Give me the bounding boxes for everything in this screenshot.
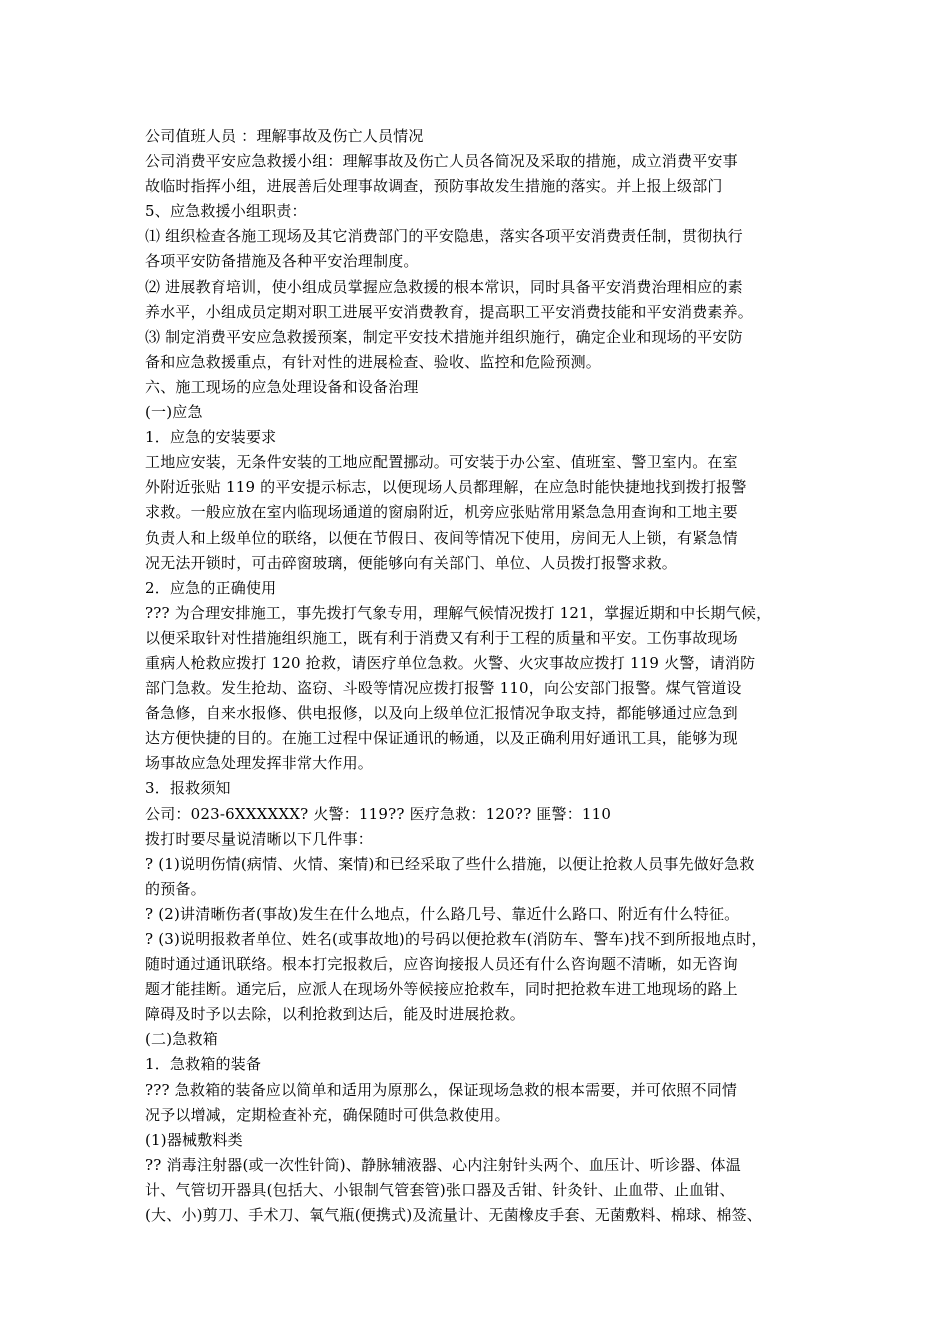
- subsection-heading: (二)急救箱: [145, 1030, 218, 1049]
- text-line: 求救。一般应放在室内临现场通道的窗扇附近，机旁应张贴常用紧急急用查询和工地主要: [145, 503, 738, 522]
- text-line: 备和应急救援重点，有针对性的进展检查、验收、监控和危险预测。: [145, 352, 602, 371]
- text-line: 公司：023-6XXXXXX? 火警：119?? 医疗急救：120?? 匪警：110: [145, 804, 612, 823]
- section-heading: 六、施工现场的应急处理设备和设备治理: [145, 377, 419, 396]
- text-line: 题才能挂断。通完后，应派人在现场外等候接应抢救车，同时把抢救车进工地现场的路上: [145, 980, 738, 999]
- text-line: 备急修，自来水报修、供电报修，以及向上级单位汇报情况争取支持，都能够通过应急到: [145, 704, 738, 723]
- text-line: 重病人枪救应拨打 120 抢救，请医疗单位急救。火警、火灾事故应拨打 119 火警，请消防: [145, 653, 756, 672]
- subsection-heading: 3．报救须知: [145, 779, 231, 798]
- text-line: ⑵ 进展教育培训，使小组成员掌握应急救援的根本常识，同时具备平安消费治理相应的素: [145, 277, 743, 296]
- text-line: ?? 消毒注射器(或一次性针筒)、静脉辅液器、心内注射针头两个、血压计、听诊器、体温: [145, 1155, 741, 1174]
- text-line: (大、小)剪刀、手术刀、氧气瓶(便携式)及流量计、无菌橡皮手套、无菌敷料、棉球、棉签、: [145, 1206, 763, 1225]
- text-line: 的预备。: [145, 879, 206, 898]
- text-line: 公司消费平安应急救援小组：理解事故及伤亡人员各简况及采取的措施，成立消费平安事: [145, 152, 738, 171]
- text-line: 故临时指挥小组，进展善后处理事故调查，预防事故发生措施的落实。并上报上级部门: [145, 177, 723, 196]
- text-line: 随时通过通讯联络。根本打完报救后，应咨询接报人员还有什么咨询题不清晰，如无咨询: [145, 955, 738, 974]
- text-line: ? (3)说明报救者单位、姓名(或事故地)的号码以便抢救车(消防车、警车)找不到所报地点时，: [145, 930, 767, 948]
- text-line: 场事故应急处理发挥非常大作用。: [145, 754, 374, 773]
- text-line: ? (1)说明伤情(病情、火情、案情)和已经采取了些什么措施，以便让抢救人员事先做好急救: [145, 854, 755, 873]
- text-line: 达方便快捷的目的。在施工过程中保证通讯的畅通，以及正确利用好通讯工具，能够为现: [145, 729, 738, 748]
- text-line: ??? 为合理安排施工，事先拨打气象专用，理解气候情况拨打 121，掌握近期和中长期气候，: [145, 603, 772, 622]
- text-line: 外附近张贴 119 的平安提示标志，以便现场人员都理解，在应急时能快捷地找到拨打报警: [145, 478, 747, 497]
- text-line: 况无法开锁时，可击碎窗玻璃，便能够向有关部门、单位、人员拨打报警求救。: [145, 553, 678, 572]
- text-line: 障碍及时予以去除，以利抢救到达后，能及时进展抢救。: [145, 1005, 526, 1024]
- section-heading: 5、应急救援小组职责：: [145, 202, 307, 221]
- text-line: ⑴ 组织检查各施工现场及其它消费部门的平安隐患，落实各项平安消费责任制，贯彻执行: [145, 227, 743, 246]
- subsection-heading: 1．应急的安装要求: [145, 428, 277, 447]
- text-line: ??? 急救箱的装备应以简单和适用为原那么，保证现场急救的根本需要，并可依照不同情: [145, 1080, 738, 1099]
- subsection-heading: 2．应急的正确使用: [145, 578, 277, 597]
- text-line: ⑶ 制定消费平安应急救援预案，制定平安技术措施并组织施行，确定企业和现场的平安防: [145, 327, 743, 346]
- text-line: 部门急救。发生抢劫、盗窃、斗殴等情况应拨打报警 110，向公安部门报警。煤气管道设: [145, 679, 742, 698]
- text-line: 负责人和上级单位的联络，以便在节假日、夜间等情况下使用，房间无人上锁，有紧急情: [145, 528, 738, 547]
- subsection-heading: (1)器械敷料类: [145, 1130, 243, 1149]
- text-line: 各项平安防备措施及各种平安治理制度。: [145, 252, 419, 271]
- text-line: 工地应安装，无条件安装的工地应配置挪动。可安装于办公室、值班室、警卫室内。在室: [145, 453, 738, 472]
- text-line: 公司值班人员 ：理解事故及伤亡人员情况: [145, 127, 424, 145]
- subsection-heading: 1．急救箱的装备: [145, 1055, 262, 1074]
- subsection-heading: (一)应急: [145, 403, 203, 422]
- text-line: 况予以增减，定期检查补充，确保随时可供急救使用。: [145, 1105, 510, 1124]
- text-line: ? (2)讲清晰伤者(事故)发生在什么地点，什么路几号、靠近什么路口、附近有什么特征。: [145, 904, 740, 923]
- text-line: 拨打时要尽量说清晰以下几件事：: [145, 829, 374, 848]
- document-page: [145, 124, 815, 1228]
- text-line: 计、气管切开器具(包括大、小银制气管套管)张口器及舌钳、针灸针、止血带、止血钳、: [145, 1180, 735, 1199]
- text-line: 以便采取针对性措施组织施工，既有利于消费又有利于工程的质量和平安。工伤事故现场: [145, 628, 738, 647]
- text-line: 养水平，小组成员定期对职工进展平安消费教育，提高职工平安消费技能和平安消费素养。: [145, 302, 754, 321]
